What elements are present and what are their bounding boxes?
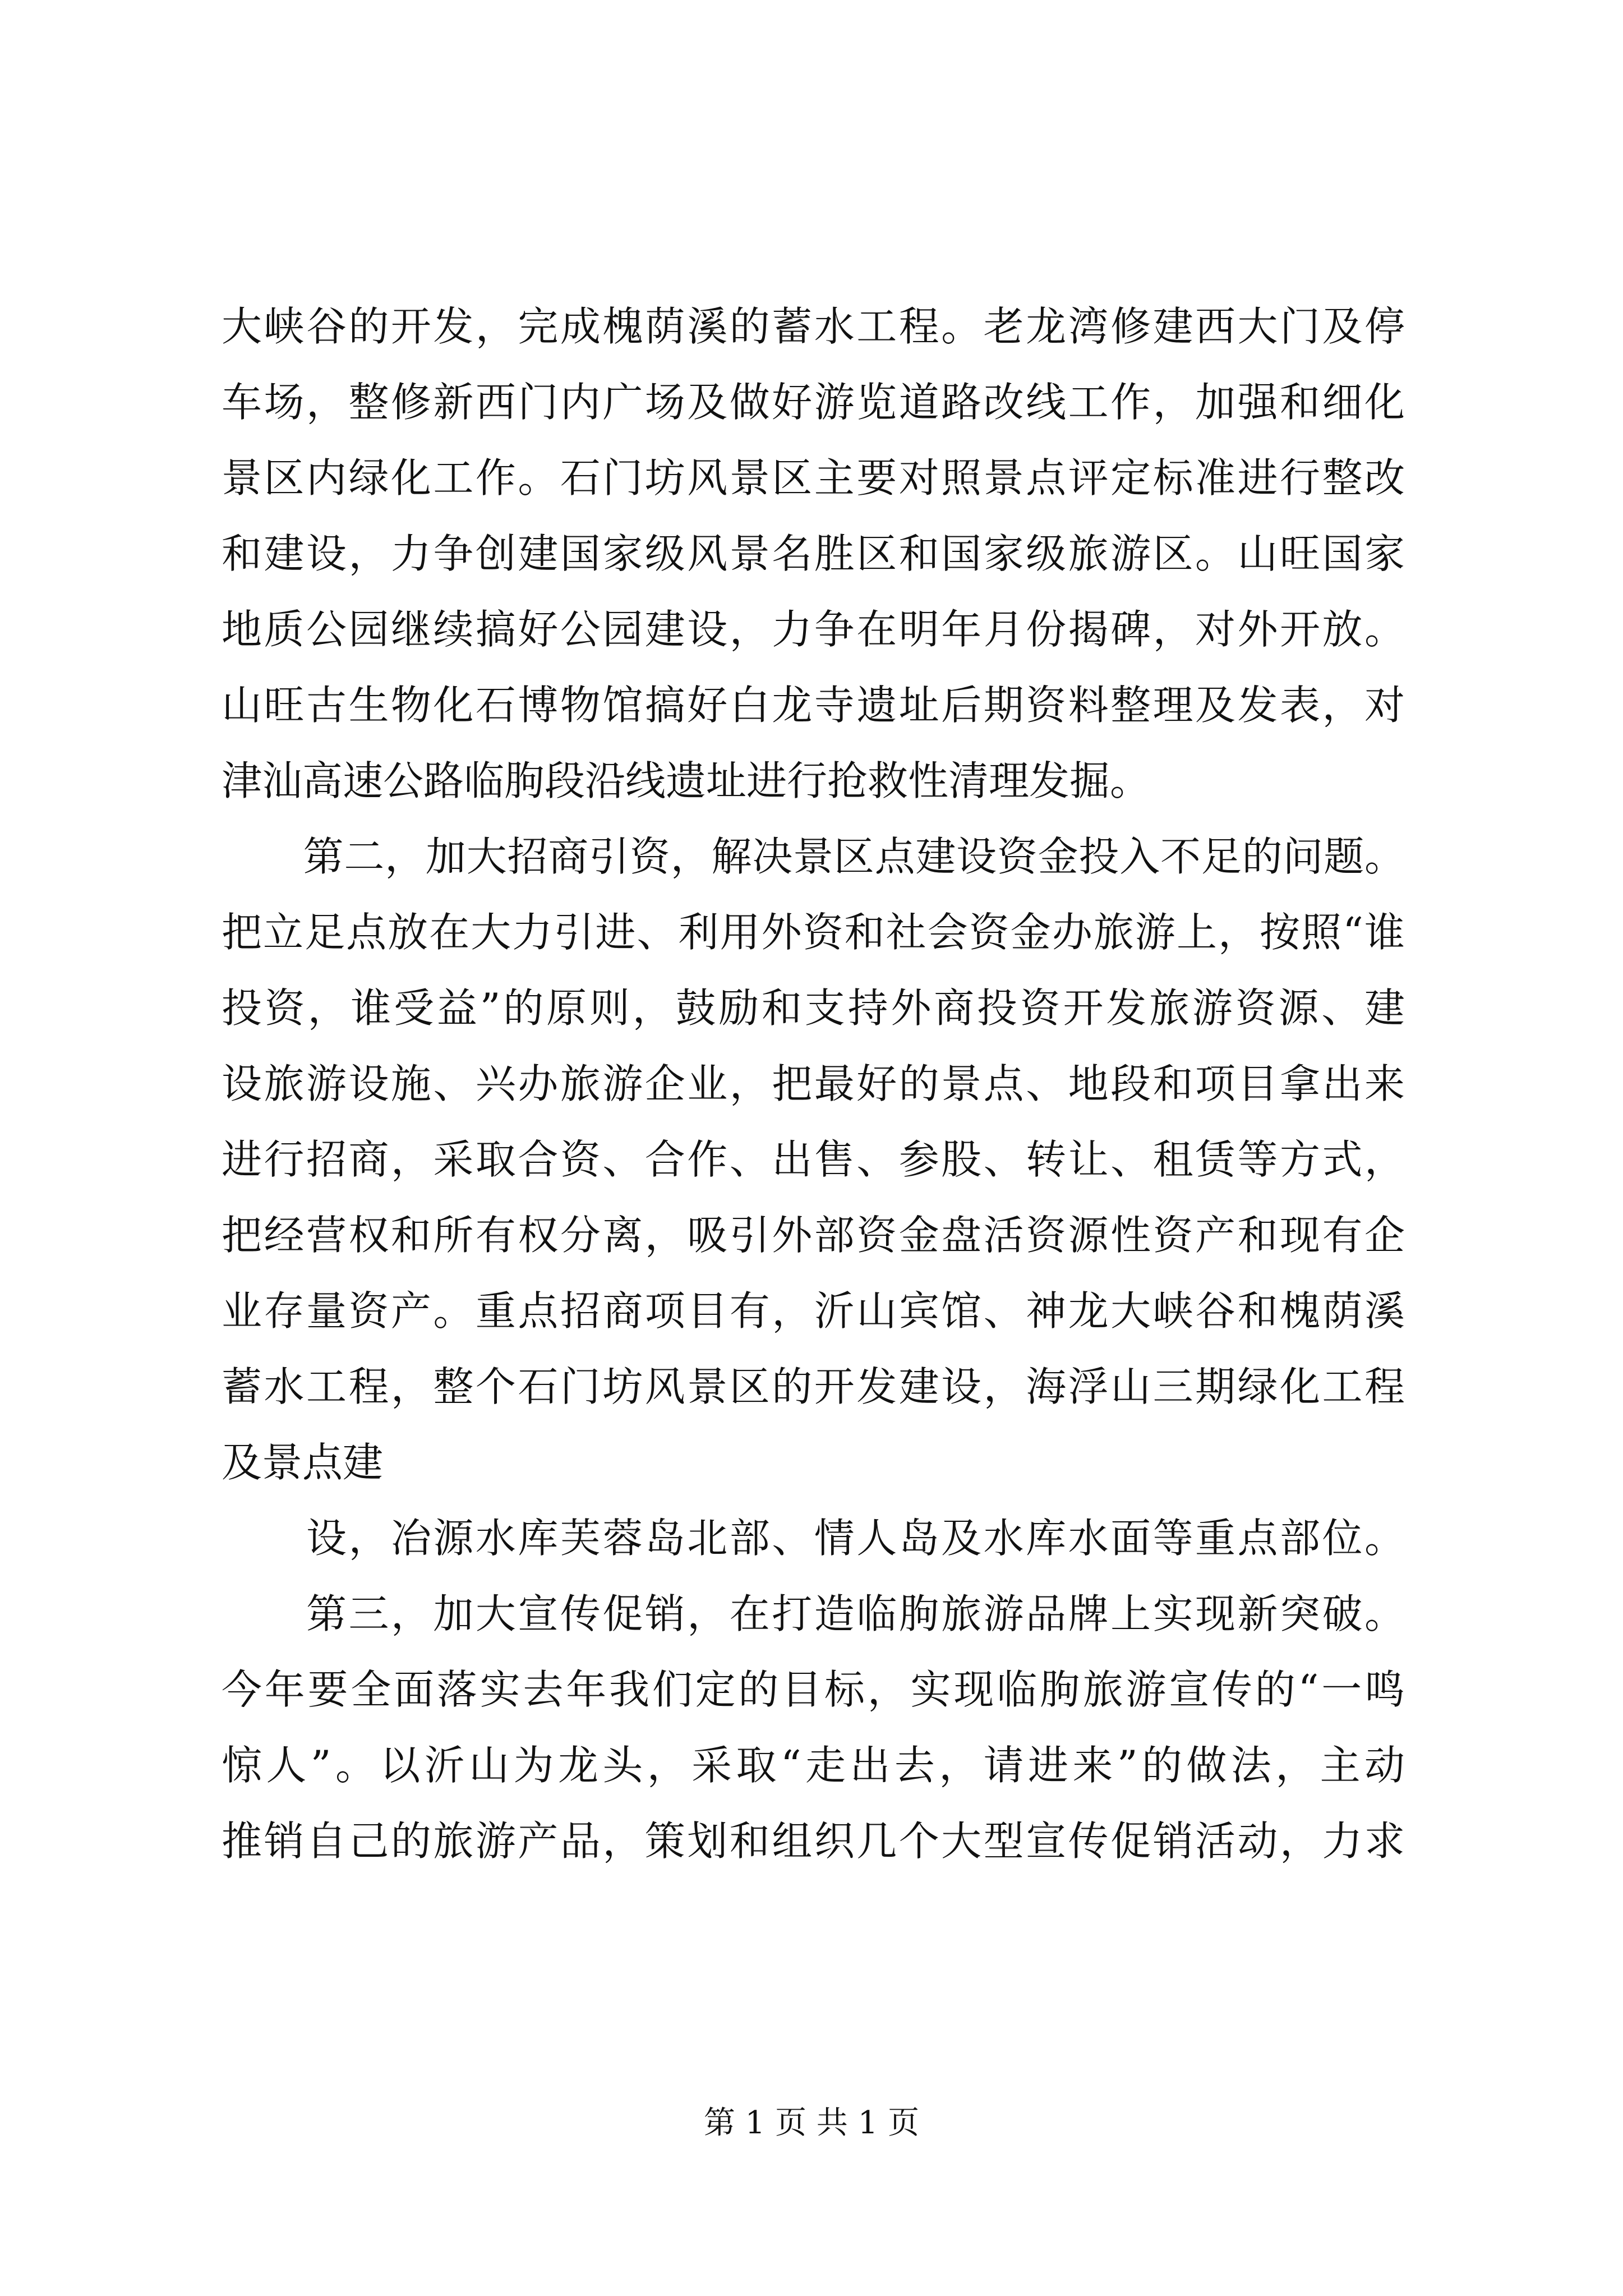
text-line: 进行招商，采取合资、合作、出售、参股、转让、租赁等方式，	[222, 1136, 1405, 1183]
text-line: 津汕高速公路临朐段沿线遗址进行抢救性清理发掘。	[222, 757, 1151, 804]
text-line: 惊人”。以沂山为龙头，采取“走出去，请进来”的做法，主动	[222, 1742, 1405, 1789]
text-line: 把经营权和所有权分离，吸引外部资金盘活资源性资产和现有企	[222, 1212, 1405, 1259]
text-line: 第三，加大宣传促销，在打造临朐旅游品牌上实现新突破。	[222, 1590, 1405, 1637]
text-line: 第二，加大招商引资，解决景区点建设资金投入不足的问题。	[222, 833, 1405, 880]
text-line: 车场，整修新西门内广场及做好游览道路改线工作，加强和细化	[222, 379, 1405, 426]
text-line: 把立足点放在大力引进、利用外资和社会资金办旅游上，按照“谁	[222, 909, 1405, 956]
text-line: 推销自己的旅游产品，策划和组织几个大型宣传促销活动，力求	[222, 1818, 1405, 1865]
text-line: 及景点建	[222, 1439, 384, 1486]
text-line: 设旅游设施、兴办旅游企业，把最好的景点、地段和项目拿出来	[222, 1060, 1405, 1107]
text-line: 和建设，力争创建国家级风景名胜区和国家级旅游区。山旺国家	[222, 530, 1405, 577]
text-line: 今年要全面落实去年我们定的目标，实现临朐旅游宣传的“一鸣	[222, 1666, 1405, 1713]
body-text	[222, 289, 1405, 1879]
text-line: 地质公园继续搞好公园建设，力争在明年月份揭碑，对外开放。	[222, 606, 1405, 653]
text-line: 投资，谁受益”的原则，鼓励和支持外商投资开发旅游资源、建	[222, 984, 1405, 1032]
page-footer: 第 1 页 共 1 页	[703, 2105, 920, 2141]
text-line: 蓄水工程，整个石门坊风景区的开发建设，海浮山三期绿化工程	[222, 1363, 1405, 1410]
text-line: 山旺古生物化石博物馆搞好白龙寺遗址后期资料整理及发表，对	[222, 682, 1405, 729]
text-line: 业存量资产。重点招商项目有，沂山宾馆、神龙大峡谷和槐荫溪	[222, 1287, 1405, 1335]
text-line: 大峡谷的开发，完成槐荫溪的蓄水工程。老龙湾修建西大门及停	[222, 303, 1405, 350]
text-line: 景区内绿化工作。石门坊风景区主要对照景点评定标准进行整改	[222, 454, 1405, 501]
text-line: 设，冶源水库芙蓉岛北部、情人岛及水库水面等重点部位。	[222, 1515, 1405, 1562]
